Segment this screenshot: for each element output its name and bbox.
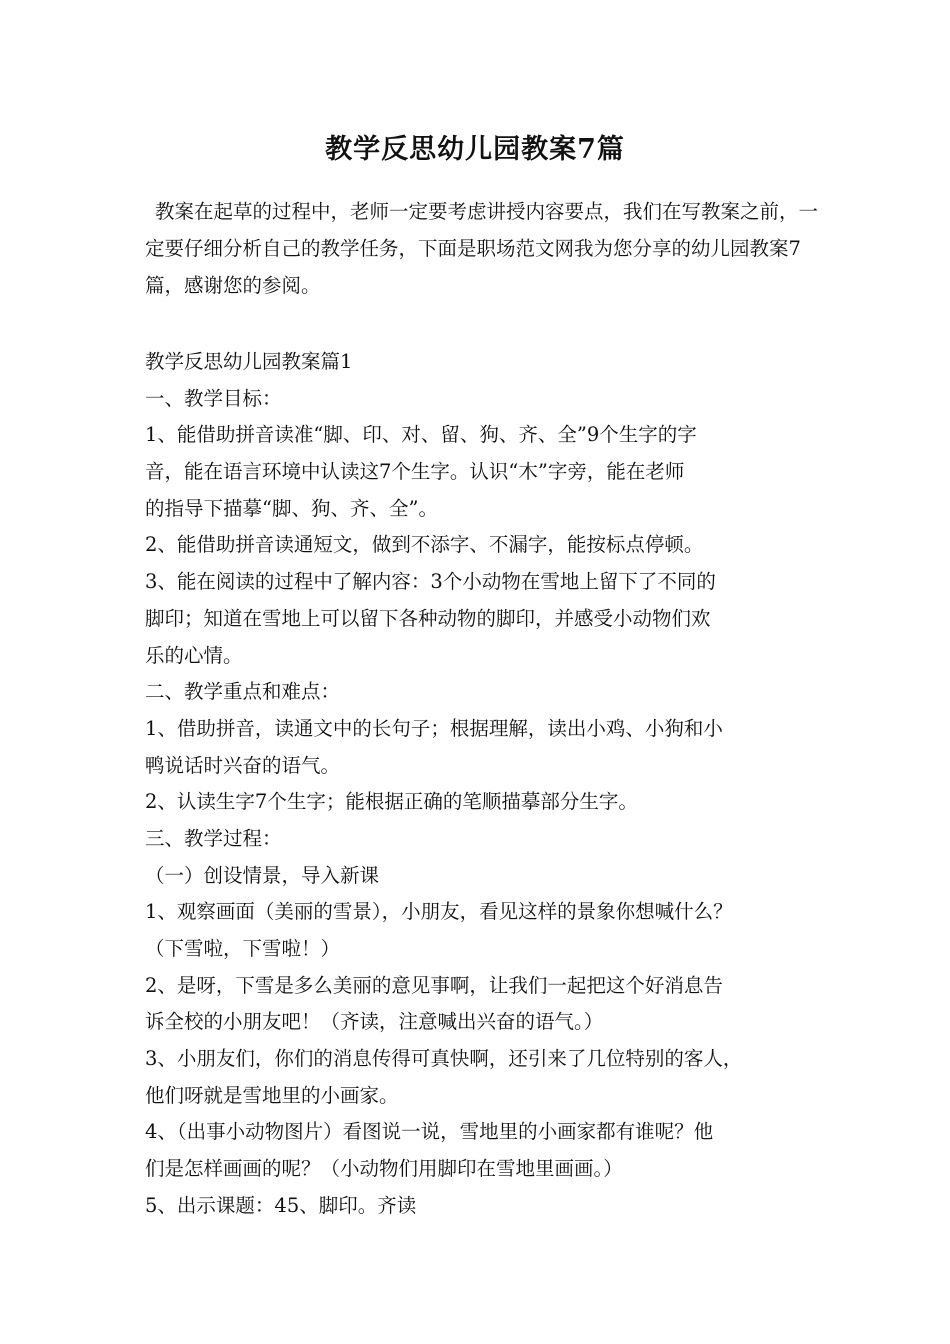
text-line: 3、能在阅读的过程中了解内容：3个小动物在雪地上留下了不同的 xyxy=(145,570,716,594)
text-line: 3、小朋友们，你们的消息传得可真快啊，还引来了几位特别的客人， xyxy=(145,1047,743,1071)
text-line: 2、认读生字7个生字；能根据正确的笔顺描摹部分生字。 xyxy=(145,790,638,814)
text-line: 诉全校的小朋友吧！（齐读，注意喊出兴奋的语气。） xyxy=(145,1010,604,1034)
text-line: 2、是呀，下雪是多么美丽的意见事啊，让我们一起把这个好消息告 xyxy=(145,973,723,997)
text-line: （下雪啦，下雪啦！） xyxy=(145,937,341,960)
text-line: 2、能借助拼音读通短文，做到不添字、不漏字，能按标点停顿。 xyxy=(145,533,704,557)
text-line: 5、出示课题：45、脚印。齐读 xyxy=(145,1193,417,1217)
text-line: 一、教学目标： xyxy=(145,386,282,410)
text-line: 4、（出事小动物图片）看图说一说，雪地里的小画家都有谁呢？他 xyxy=(145,1120,714,1144)
text-line: 的指导下描摹“脚、狗、齐、全”。 xyxy=(145,496,438,520)
text-line: 乐的心情。 xyxy=(145,643,243,667)
intro-paragraph: 教案在起草的过程中，老师一定要考虑讲授内容要点，我们在写教案之前，一定要仔细分析自己的教学任务，下面是职场范文网我为您分享的幼儿园教案7篇，感谢您的参阅。 xyxy=(145,200,819,297)
text-line: 他们呀就是雪地里的小画家。 xyxy=(145,1083,399,1107)
text-line: 脚印；知道在雪地上可以留下各种动物的脚印，并感受小动物们欢 xyxy=(145,606,711,630)
document-title: 教学反思幼儿园教案7篇 xyxy=(325,134,625,165)
text-line: 三、教学过程： xyxy=(145,826,282,850)
text-line: （一）创设情景，导入新课 xyxy=(145,863,380,887)
text-line: 们是怎样画画的呢？（小动物们用脚印在雪地里画画。） xyxy=(145,1157,623,1181)
text-line: 教学反思幼儿园教案篇1 xyxy=(145,350,353,373)
body-text xyxy=(145,344,835,1225)
text-line: 二、教学重点和难点： xyxy=(145,680,341,704)
text-line: 鸭说话时兴奋的语气。 xyxy=(145,753,341,777)
text-line: 音，能在语言环境中认读这7个生字。认识“木”字旁，能在老师 xyxy=(145,460,685,484)
text-line: 1、借助拼音，读通文中的长句子；根据理解，读出小鸡、小狗和小 xyxy=(145,716,723,740)
text-line: 1、观察画面（美丽的雪景），小朋友，看见这样的景象你想喊什么？ xyxy=(145,900,733,924)
text-line: 1、能借助拼音读准“脚、印、对、留、狗、齐、全”9个生字的字 xyxy=(145,423,697,447)
